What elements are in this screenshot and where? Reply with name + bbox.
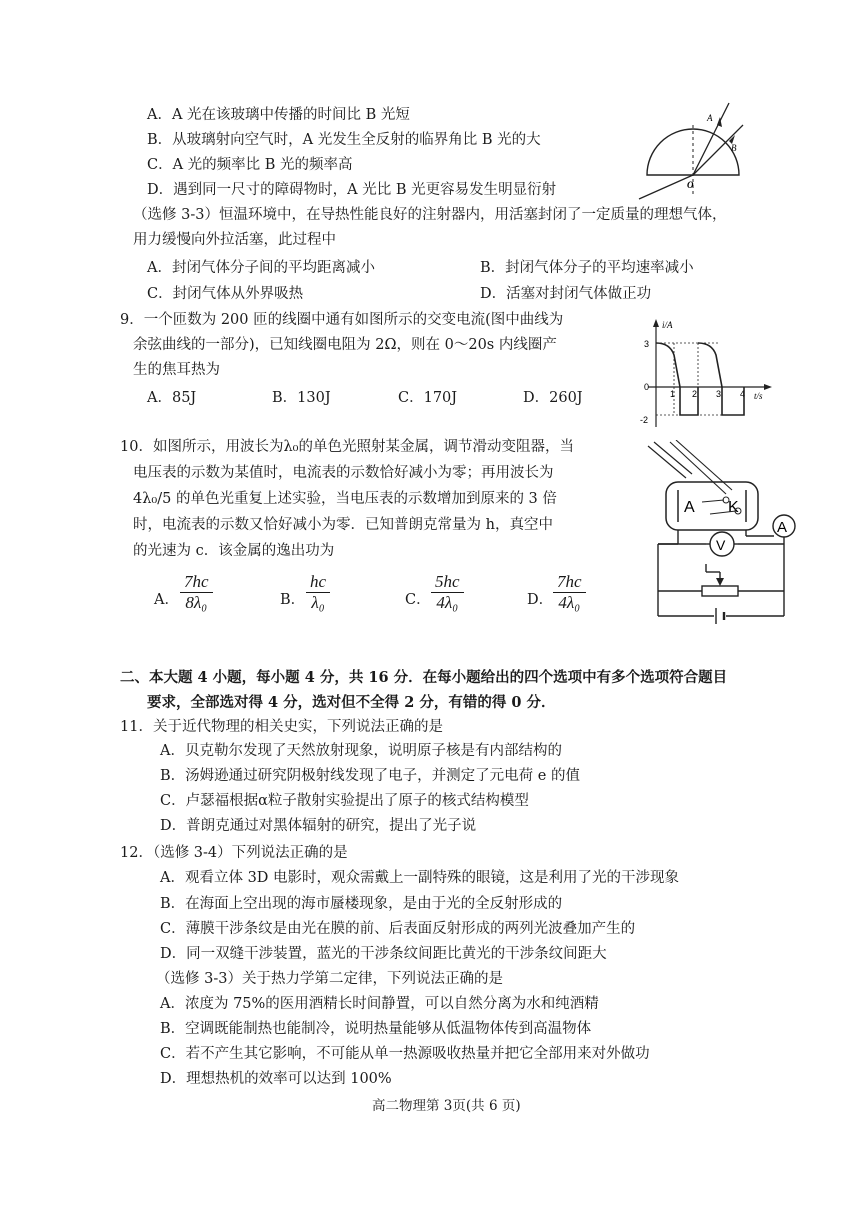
ammeter-label: A <box>777 519 788 536</box>
q10-line3: 4λ₀/5 的单色光重复上述实验，当电压表的示数增加到原来的 3 倍 <box>133 491 557 507</box>
q10-option-c-den: 4λ₀ <box>431 592 464 613</box>
q9-line1: 9．一个匝数为 200 匝的线圈中通有如图所示的交变电流(图中曲线为 <box>120 312 564 328</box>
x-axis-label: t/s <box>754 391 763 401</box>
label-o: O <box>687 180 694 190</box>
qprev-option-b: B．从玻璃射向空气时，A 光发生全反射的临界角比 B 光的大 <box>147 132 541 148</box>
q12-alt-option-d: D．理想热机的效率可以达到 100% <box>160 1071 392 1087</box>
x-tick-1: 1 <box>670 389 676 399</box>
q10-option-a-fraction <box>180 572 213 613</box>
q10-option-a-den: 8λ₀ <box>180 592 213 613</box>
anode-label: A <box>684 499 695 516</box>
q12-alt-option-c: C．若不产生其它影响，不可能从单一热源吸收热量并把它全部用来对外做功 <box>160 1046 650 1062</box>
label-a: A <box>707 113 713 123</box>
q10-line4: 时，电流表的示数又恰好减小为零．已知普朗克常量为 h，真空中 <box>133 517 553 533</box>
q11-option-b: B．汤姆逊通过研究阴极射线发现了电子，并测定了元电荷 e 的值 <box>160 768 580 784</box>
qprev-option-c: C．A 光的频率比 B 光的频率高 <box>147 157 353 173</box>
qprev-option-a: A．A 光在该玻璃中传播的时间比 B 光短 <box>147 107 410 123</box>
q11-stem: 11．关于近代物理的相关史实，下列说法正确的是 <box>120 719 443 735</box>
q12-option-b: B．在海面上空出现的海市蜃楼现象，是由于光的全反射形成的 <box>160 896 563 912</box>
q9-option-c: C．170J <box>398 390 458 406</box>
qprev-option-d: D．遇到同一尺寸的障碍物时，A 光比 B 光更容易发生明显衍射 <box>147 182 557 198</box>
q10-option-a-num: 7hc <box>184 572 209 591</box>
q10-option-b-label: B． <box>280 592 306 608</box>
q10-option-d-num: 7hc <box>557 572 582 591</box>
q12-alt-option-a: A．浓度为 75%的医用酒精长时间静置，可以自然分离为水和纯酒精 <box>160 996 599 1012</box>
q8alt-option-c: C．封闭气体从外界吸热 <box>147 286 304 302</box>
x-tick-4: 4 <box>740 389 746 399</box>
q10-option-c-label: C． <box>405 592 431 608</box>
q11-option-d: D．普朗克通过对黑体辐射的研究，提出了光子说 <box>160 818 477 834</box>
x-tick-2: 2 <box>692 389 698 399</box>
q12-option-a: A．观看立体 3D 电影时，观众需戴上一副特殊的眼镜，这是利用了光的干涉现象 <box>160 870 680 886</box>
page-footer: 高二物理第 3页(共 6 页) <box>372 1098 521 1114</box>
q10-option-c-num: 5hc <box>435 572 460 591</box>
q10-option-b-fraction <box>306 572 330 613</box>
q11-option-a: A．贝克勒尔发现了天然放射现象，说明原子核是有内部结构的 <box>160 743 562 759</box>
q8alt-option-b: B．封闭气体分子的平均速率减小 <box>480 260 694 276</box>
x-tick-3: 3 <box>716 389 722 399</box>
q11-option-c: C．卢瑟福根据α粒子散射实验提出了原子的核式结构模型 <box>160 793 529 809</box>
q9-option-d: D．260J <box>523 390 583 406</box>
q10-line5: 的光速为 c．该金属的逸出功为 <box>133 543 335 559</box>
y-axis-label: i/A <box>662 320 673 330</box>
q9-line3: 生的焦耳热为 <box>133 362 220 378</box>
q8alt-option-d: D．活塞对封闭气体做正功 <box>480 286 652 302</box>
q10-option-d-fraction <box>553 572 586 613</box>
q12-alt-option-b: B．空调既能制热也能制冷，说明热量能够从低温物体传到高温物体 <box>160 1021 592 1037</box>
q12-alt-stem: （选修 3-3）关于热力学第二定律，下列说法正确的是 <box>156 971 503 987</box>
q10-option-b-den: λ₀ <box>306 592 330 613</box>
q10-option-b-num: hc <box>310 572 327 591</box>
section2-line2: 要求，全部选对得 4 分，选对但不全得 2 分，有错的得 0 分． <box>147 694 556 711</box>
y-tick-0: 0 <box>644 382 650 392</box>
q10-option-d-den: 4λ₀ <box>553 592 586 613</box>
semicircle-refraction-figure <box>635 95 755 205</box>
q12-option-c: C．薄膜干涉条纹是由光在膜的前、后表面反射形成的两列光波叠加产生的 <box>160 921 636 937</box>
voltmeter-label: V <box>716 537 726 553</box>
q12-option-d: D．同一双缝干涉装置，蓝光的干涉条纹间距比黄光的干涉条纹间距大 <box>160 946 607 962</box>
current-time-graph <box>636 315 776 430</box>
q10-option-d-label: D． <box>527 592 554 608</box>
y-tick-3: 3 <box>644 339 650 349</box>
section2-line1: 二、本大题 4 小题，每小题 4 分，共 16 分．在每小题给出的四个选项中有多个选项符合题目 <box>120 669 728 686</box>
q10-line2: 电压表的示数为某值时，电流表的示数恰好减小为零；再用波长为 <box>133 465 554 481</box>
q8alt-stem-line1: （选修 3-3）恒温环境中，在导热性能良好的注射器内，用活塞封闭了一定质量的理想气体， <box>133 207 727 223</box>
y-tick-neg2: -2 <box>640 415 649 425</box>
q9-option-b: B．130J <box>272 390 331 406</box>
q10-option-a-label: A． <box>154 592 179 608</box>
q12-stem: 12．（选修 3-4）下列说法正确的是 <box>120 845 348 861</box>
q10-line1: 10．如图所示，用波长为λ₀的单色光照射某金属，调节滑动变阻器，当 <box>120 439 574 455</box>
q8alt-stem-line2: 用力缓慢向外拉活塞，此过程中 <box>133 232 336 248</box>
photoelectric-circuit-figure <box>640 440 800 630</box>
q10-option-c-fraction <box>431 572 464 613</box>
q9-line2: 余弦曲线的一部分)，已知线圈电阻为 2Ω，则在 0～20s 内线圈产 <box>133 337 557 353</box>
q8alt-option-a: A．封闭气体分子间的平均距离减小 <box>147 260 375 276</box>
cathode-label: K <box>728 499 739 516</box>
label-b: B <box>731 143 737 153</box>
q9-option-a: A．85J <box>147 390 197 406</box>
